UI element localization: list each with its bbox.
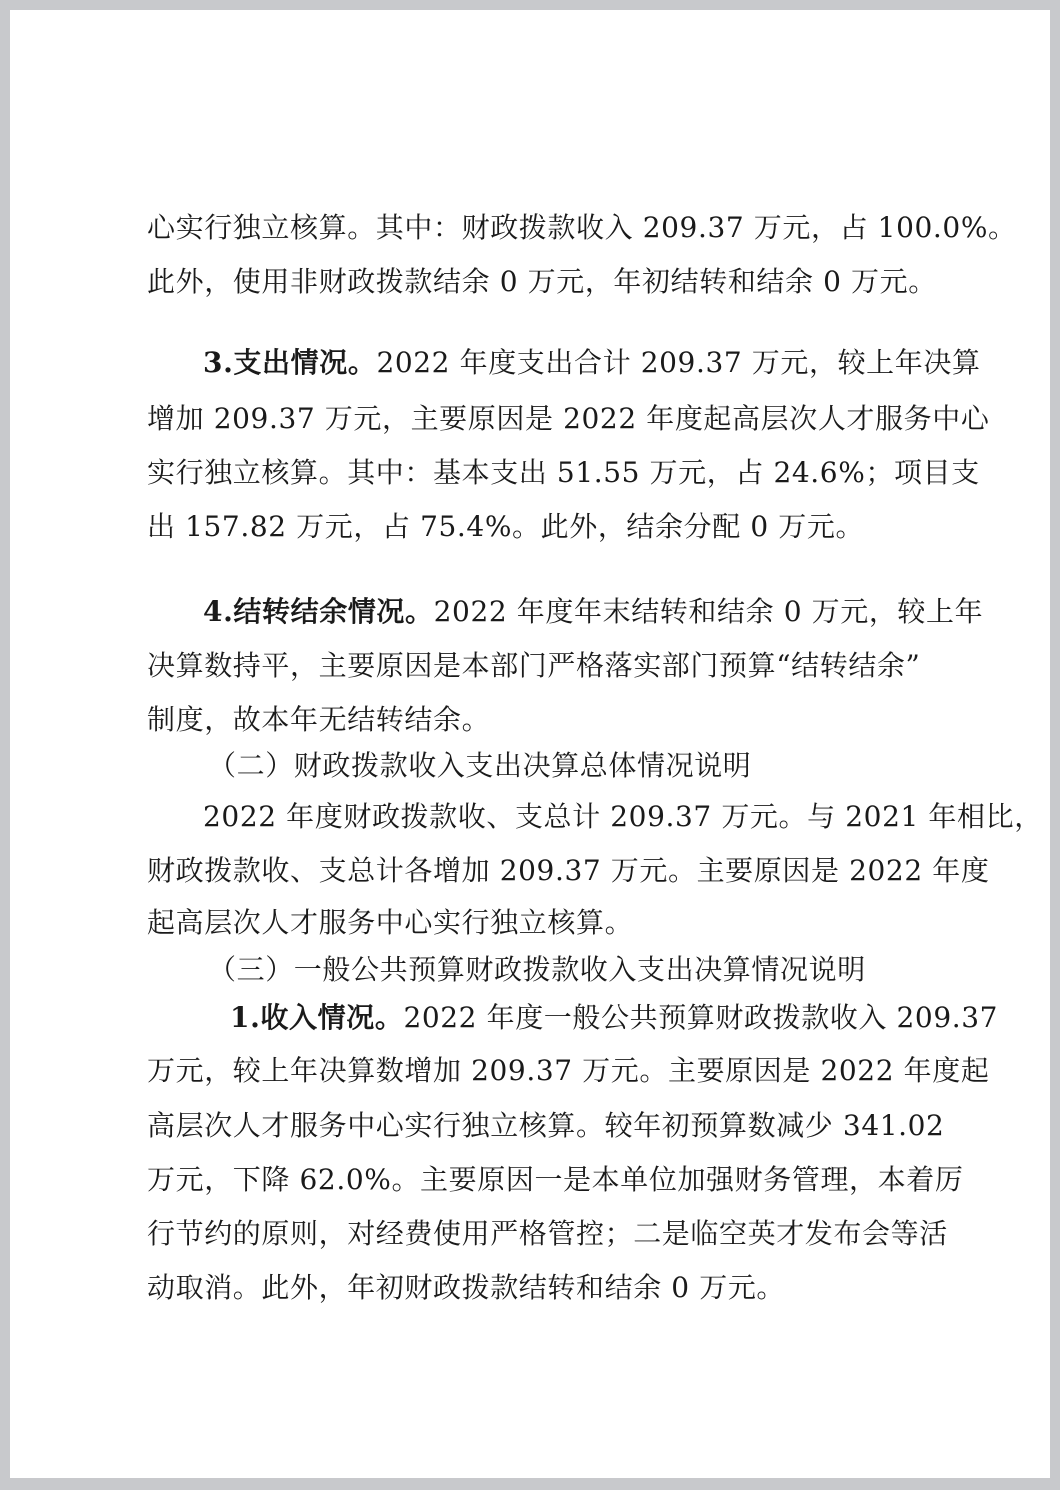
text-line: 心实行独立核算。其中：财政拨款收入 209.37 万元，占 100.0%。 <box>147 211 1017 244</box>
text-line: 财政拨款收、支总计各增加 209.37 万元。主要原因是 2022 年度 <box>147 854 990 887</box>
text-line: 此外，使用非财政拨款结余 0 万元，年初结转和结余 0 万元。 <box>147 265 937 298</box>
text-line: 决算数持平，主要原因是本部门严格落实部门预算“结转结余” <box>147 649 921 682</box>
text-line: 出 157.82 万元，占 75.4%。此外，结余分配 0 万元。 <box>147 510 865 543</box>
text-line: 万元，较上年决算数增加 209.37 万元。主要原因是 2022 年度起 <box>147 1054 990 1087</box>
text-line: 2022 年度年末结转和结余 0 万元，较上年 <box>433 595 984 628</box>
text-line: 动取消。此外，年初财政拨款结转和结余 0 万元。 <box>147 1271 786 1304</box>
section-heading-carryover: 4.结转结余情况。 <box>203 595 434 628</box>
text-line: 实行独立核算。其中：基本支出 51.55 万元，占 24.6%；项目支 <box>147 456 980 489</box>
text-line: 增加 209.37 万元，主要原因是 2022 年度起高层次人才服务中心 <box>147 402 990 435</box>
text-line: 万元，下降 62.0%。主要原因一是本单位加强财务管理，本着厉 <box>147 1163 964 1196</box>
subsection-heading-3: （三）一般公共预算财政拨款收入支出决算情况说明 <box>208 953 866 986</box>
document-page <box>10 10 1050 1478</box>
text-line: 行节约的原则，对经费使用严格管控；二是临空英才发布会等活 <box>147 1217 948 1250</box>
text-line: 2022 年度支出合计 209.37 万元，较上年决算 <box>376 346 981 379</box>
section-paragraph-expenditure <box>203 343 981 383</box>
text-line: 制度，故本年无结转结余。 <box>147 703 491 736</box>
text-line: 2022 年度财政拨款收、支总计 209.37 万元。与 2021 年相比， <box>203 800 1043 833</box>
section-heading-income: 1.收入情况。 <box>230 1001 404 1034</box>
text-line: 起高层次人才服务中心实行独立核算。 <box>147 906 634 939</box>
text-line: 高层次人才服务中心实行独立核算。较年初预算数减少 341.02 <box>147 1109 945 1142</box>
section-paragraph-carryover <box>203 592 984 632</box>
section-paragraph-income <box>230 998 999 1038</box>
text-line: 2022 年度一般公共预算财政拨款收入 209.37 <box>403 1001 999 1034</box>
section-heading-expenditure: 3.支出情况。 <box>203 346 377 379</box>
subsection-heading-2: （二）财政拨款收入支出决算总体情况说明 <box>208 749 752 782</box>
